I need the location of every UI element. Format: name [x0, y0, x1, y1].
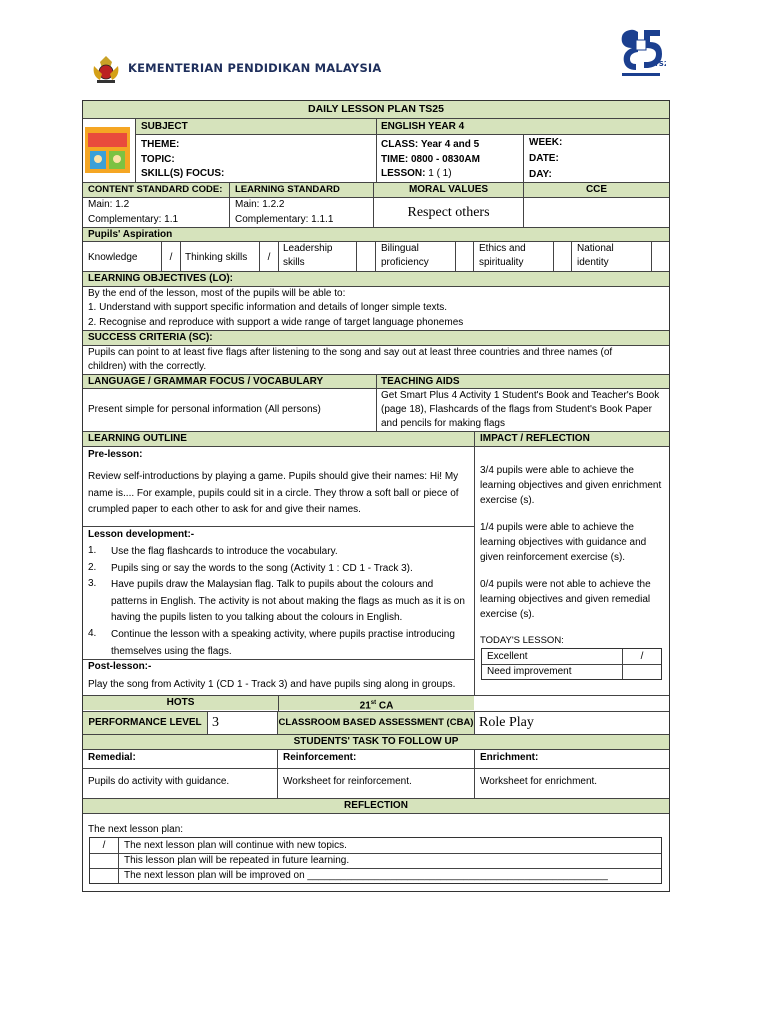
objective-item: 2. Recognise and reproduce with support a wide range of target language phonemes [88, 317, 464, 328]
todays-lesson-excellent: Excellent [487, 651, 528, 662]
impact-item: 0/4 pupils were not able to achieve the learning objectives and given remedial exercise (s). [480, 579, 651, 620]
cba-label: CLASSROOM BASED ASSESSMENT (CBA) [278, 712, 474, 734]
enrichment-text: Worksheet for enrichment. [480, 776, 598, 787]
learning-standard-label: LEARNING STANDARD [230, 183, 373, 197]
todays-lesson-label: TODAY'S LESSON: [480, 635, 564, 646]
dev-item-num: 2. [88, 562, 97, 573]
objective-item: 1. Understand with support specific information and details of longer simple texts. [88, 302, 448, 313]
aspiration-thinking: Thinking skills [185, 252, 248, 263]
performance-label: PERFORMANCE LEVEL [83, 712, 207, 734]
reinforcement-text: Worksheet for reinforcement. [283, 776, 412, 787]
ca-label [279, 696, 474, 710]
content-complementary: Complementary: 1.1 [88, 214, 179, 225]
subject-label: SUBJECT [136, 119, 376, 134]
aspiration-national: National identity [577, 243, 614, 268]
ts25-logo-text: TS [654, 60, 664, 68]
aspiration-knowledge-mark: / [169, 252, 173, 263]
enrichment-label: Enrichment: [480, 752, 539, 763]
lesson-value: 1 ( 1) [428, 168, 452, 179]
reflection-label: REFLECTION [83, 799, 669, 813]
hots-label: HOTS [83, 696, 278, 710]
page-title: DAILY LESSON PLAN TS25 [83, 101, 669, 118]
aspiration-ethics: Ethics and spirituality [479, 243, 526, 268]
impact-item: 3/4 pupils were able to achieve the learning objectives and given enrichment exercise (s). [480, 465, 662, 506]
language-label: LANGUAGE / GRAMMAR FOCUS / VOCABULARY [83, 375, 376, 388]
lesson-plan-sheet [82, 100, 670, 892]
reflection-table [89, 837, 662, 884]
lesson-line [381, 167, 521, 181]
skills-focus-label: SKILL(S) FOCUS: [141, 168, 225, 179]
tasks-label: STUDENTS' TASK TO FOLLOW UP [83, 735, 669, 749]
impact-item: 1/4 pupils were able to achieve the learning objectives with guidance and given reinforcement exercise (s). [480, 522, 647, 563]
ts25-logo-icon [616, 26, 666, 82]
dev-item-text: Continue the lesson with a speaking activity, where pupils practise introducing themselves using the flags. [111, 629, 455, 657]
language-text: Present simple for personal information (All persons) [88, 404, 321, 415]
textbook-cover-icon [85, 127, 130, 173]
date-label: DATE: [529, 153, 559, 164]
dev-item-text: Use the flag flashcards to introduce the vocabulary. [111, 546, 338, 557]
remedial-label: Remedial: [88, 752, 136, 763]
theme-label: THEME: [141, 139, 180, 150]
week-label: WEEK: [529, 137, 563, 148]
learning-outline-label: LEARNING OUTLINE [83, 432, 474, 446]
dev-item-num: 4. [88, 628, 97, 639]
reflection-intro: The next lesson plan: [88, 824, 184, 835]
ministry-crest-icon [90, 54, 122, 84]
performance-value: 3 [212, 715, 219, 730]
dev-item-num: 1. [88, 545, 97, 556]
teaching-aids-text: Get Smart Plus 4 Activity 1 Student's Book and Teacher's Book (page 18), Flashcards of the flags from Student's Book Paper and pencils for making flags [381, 390, 660, 429]
impact-label: IMPACT / REFLECTION [475, 432, 669, 446]
ca-superscript: st [370, 700, 377, 706]
aspiration-bilingual: Bilingual proficiency [381, 243, 429, 268]
ca-number: 21 [359, 700, 371, 710]
time-label: TIME: 0800 - 0830AM [381, 154, 480, 165]
reflection-row-mark: / [102, 840, 106, 851]
aspiration-label: Pupils' Aspiration [83, 228, 669, 241]
aspiration-leadership: Leadership skills [283, 243, 333, 268]
aspiration-knowledge: Knowledge [88, 252, 138, 263]
lesson-label: LESSON: [381, 168, 426, 179]
post-lesson-text: Play the song from Activity 1 (CD 1 - Track 3) and have pupils sing along in groups. [88, 679, 456, 690]
todays-lesson-table [481, 648, 662, 680]
reflection-row-text: The next lesson plan will be improved on ______________________________________________________ [124, 870, 608, 881]
reflection-row-mark [90, 869, 118, 883]
objectives-intro: By the end of the lesson, most of the pupils will be able to: [88, 288, 346, 299]
reflection-row-text: The next lesson plan will continue with new topics. [124, 840, 347, 851]
success-label: SUCCESS CRITERIA (SC): [83, 331, 669, 345]
reinforcement-label: Reinforcement: [283, 752, 357, 763]
dev-item-num: 3. [88, 578, 97, 589]
day-label: DAY: [529, 169, 552, 180]
moral-value: Respect others [407, 205, 490, 220]
remedial-text: Pupils do activity with guidance. [88, 776, 230, 787]
reflection-row-text: This lesson plan will be repeated in future learning. [124, 855, 350, 866]
success-text: Pupils can point to at least five flags after listening to the song and say out at least three countries and three names (of children) with the correctly. [88, 347, 613, 372]
cba-value: Role Play [479, 715, 534, 730]
learning-main: Main: 1.2.2 [235, 199, 285, 210]
ministry-name: KEMENTERIAN PENDIDIKAN MALAYSIA [128, 61, 382, 75]
reflection-row-mark [90, 854, 118, 868]
content-main: Main: 1.2 [88, 199, 130, 210]
ca-suffix: CA [376, 700, 394, 710]
post-lesson-label: Post-lesson:- [88, 661, 152, 672]
subject-value: ENGLISH YEAR 4 [377, 119, 669, 134]
content-standard-label: CONTENT STANDARD CODE: [83, 183, 229, 197]
learning-complementary: Complementary: 1.1.1 [235, 214, 334, 225]
teaching-aids-label: TEACHING AIDS [377, 375, 669, 388]
dev-item-text: Have pupils draw the Malaysian flag. Talk to pupils about the colours and patterns in English. The activity is not about making the flags as much as it is on having the pupils listen to you talking about the colours in English. [111, 579, 465, 623]
aspiration-thinking-mark: / [267, 252, 271, 263]
todays-lesson-excellent-mark: / [640, 651, 644, 662]
cce-label: CCE [524, 183, 669, 197]
topic-label: TOPIC: [141, 154, 175, 165]
development-label: Lesson development:- [88, 529, 195, 540]
todays-lesson-improvement: Need improvement [487, 666, 572, 677]
pre-lesson-text: Review self-introductions by playing a game. Pupils should give their names: Hi! My name is.... For example, pupils could sit in a circle. They throw a soft ball or piece of crumpled paper to each other to ask for and give their names. [88, 471, 459, 515]
class-label: CLASS: Year 4 and 5 [381, 139, 480, 150]
objectives-label: LEARNING OBJECTIVES (LO): [83, 272, 669, 286]
pre-lesson-label: Pre-lesson: [88, 449, 143, 460]
todays-lesson-improvement-mark [623, 665, 661, 679]
dev-item-text: Pupils sing or say the words to the song (Activity 1 : CD 1 - Track 3). [111, 563, 413, 574]
moral-values-label: MORAL VALUES [374, 183, 523, 197]
